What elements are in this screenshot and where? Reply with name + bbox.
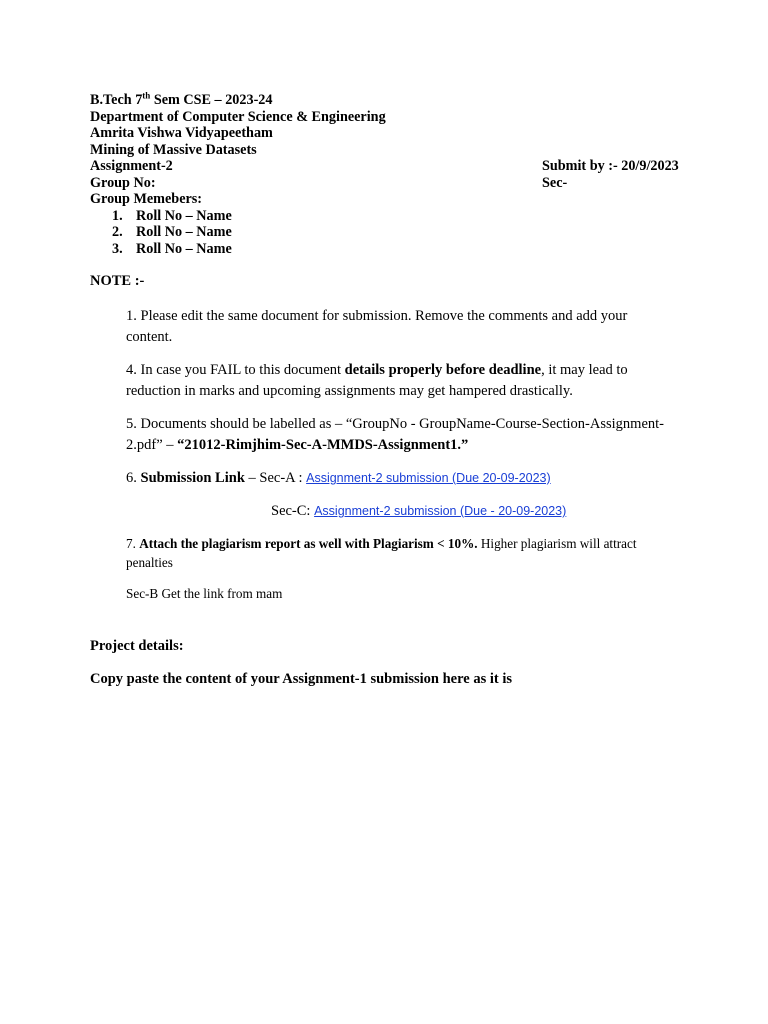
group-members-label: Group Memebers: <box>90 191 203 207</box>
note-item-4-text: 4. In case you FAIL to this document <box>126 362 345 378</box>
note-item-5-text: 5. Documents should be labelled as – “GroupNo - GroupName-Course-Section-Assignment-2.pdf” – <box>126 416 664 453</box>
note-item-4-bold: details properly before deadline <box>344 362 542 378</box>
note-item-6-prefix: 6. <box>126 470 141 486</box>
list-item <box>90 208 690 225</box>
program-prefix: B.Tech 7 <box>90 92 143 108</box>
department-line: Department of Computer Science & Engineering <box>90 108 386 125</box>
list-number: 2. <box>112 224 123 240</box>
note-item-6-sec-c <box>126 501 666 522</box>
copy-paste-instruction: Copy paste the content of your Assignment-1 submission here as it is <box>90 671 513 687</box>
note-item-7-rest: Higher plagiarism will attract penalties <box>126 536 637 570</box>
document-header <box>90 92 690 257</box>
list-number: 1. <box>112 207 123 224</box>
sec-a-submission-link[interactable]: Assignment-2 submission (Due 20-09-2023) <box>306 471 551 485</box>
project-details-heading: Project details: <box>90 638 184 654</box>
note-item-7-bold: Attach the plagiarism report as well with Plagiarism < 10%. <box>139 536 478 551</box>
note-item-5-example: “21012-Rimjhim-Sec-A-MMDS-Assignment1.” <box>177 437 469 453</box>
group-line <box>90 175 690 192</box>
note-item-5 <box>126 414 666 456</box>
course-line: Mining of Massive Datasets <box>90 141 257 158</box>
sec-a-label: – Sec-A : <box>244 470 307 486</box>
program-suffix: Sem CSE – 2023-24 <box>150 92 273 108</box>
note-item-7-prefix: 7. <box>126 536 140 551</box>
note-item-6 <box>126 468 666 489</box>
list-number: 3. <box>112 240 123 257</box>
program-sup: th <box>142 90 151 101</box>
submission-link-label: Submission Link <box>140 470 245 486</box>
member-entry: Roll No – Name <box>136 207 232 224</box>
note-item-4-text-end: , it may lead to reduction in marks and upcoming assignments may get hampered drastically. <box>126 362 628 399</box>
group-members-list <box>90 208 690 258</box>
note-item-4 <box>126 360 666 402</box>
sec-b-note: Sec-B Get the link from mam <box>126 586 283 601</box>
member-entry: Roll No – Name <box>136 224 232 240</box>
sec-c-label: Sec-C: <box>271 503 315 519</box>
sec-c-submission-link[interactable]: Assignment-2 submission (Due - 20-09-2023) <box>314 504 567 518</box>
submit-by-date: Submit by :- 20/9/2023 <box>542 158 679 174</box>
group-no-label: Group No: <box>90 174 156 191</box>
member-entry: Roll No – Name <box>136 240 232 257</box>
list-item <box>90 224 690 241</box>
program-line <box>90 92 690 109</box>
note-heading: NOTE :- <box>90 273 145 289</box>
list-item <box>90 241 690 258</box>
note-item-7 <box>126 534 666 572</box>
note-item-1: 1. Please edit the same document for submission. Remove the comments and add your content. <box>126 308 628 345</box>
notes-section <box>126 306 666 615</box>
assignment-title: Assignment-2 <box>90 158 173 174</box>
assignment-line <box>90 158 690 175</box>
university-line: Amrita Vishwa Vidyapeetham <box>90 125 273 141</box>
section-label: Sec- <box>542 174 568 191</box>
